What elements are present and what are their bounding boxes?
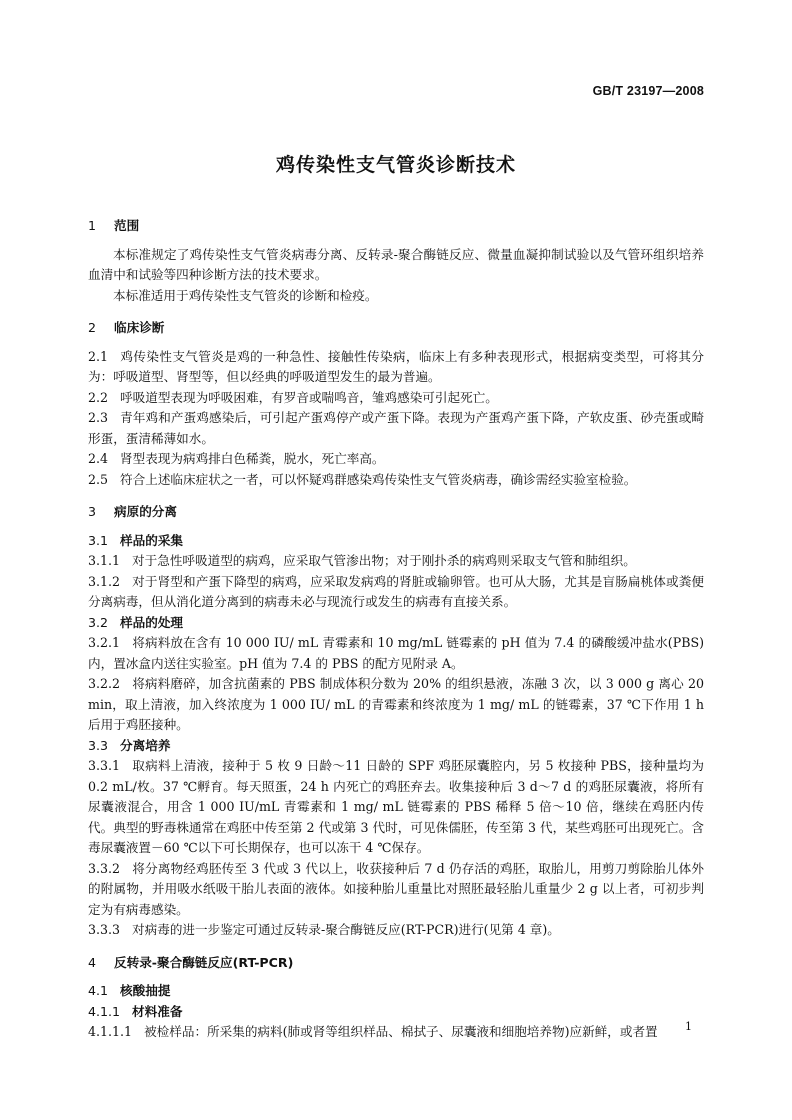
clause-2-2: 2.2 呼吸道型表现为呼吸困难，有罗音或喘鸣音，雏鸡感染可引起死亡。 xyxy=(88,389,498,405)
subsection-heading-3-2: 3.2 样品的处理 xyxy=(88,614,183,630)
subsection-heading-4-1-1: 4.1.1 材料准备 xyxy=(88,1003,183,1019)
section-heading-1: 1 范围 xyxy=(88,218,140,233)
clause-3-2-1: 3.2.1 将病料放在含有 10 000 IU/ mL 青霉素和 10 mg/mL 链霉素的 pH 值为 7.4 的磷酸缓冲盐水(PBS)内，置冰盒内送往实验室。pH 值为 7.4 的 PBS 的配方见附录 A。 xyxy=(88,635,704,671)
clause-3-2-2: 3.2.2 将病料磨碎，加含抗菌素的 PBS 制成体积分数为 20% 的组织悬液，冻融 3 次，以 3 000 g 离心 20 min，取上清液，加入终浓度为 1 000 IU/ mL 的青霉素和终浓度为 1 mg/ mL 的链霉素，37 ℃下作用 1 h 后用于鸡胚接种。 xyxy=(88,676,704,732)
page-number: 1 xyxy=(685,1020,692,1033)
document-body xyxy=(88,216,704,1043)
clause-2-4: 2.4 肾型表现为病鸡排白色稀粪，脱水，死亡率高。 xyxy=(88,451,385,466)
section-heading-3: 3 病原的分离 xyxy=(88,504,177,519)
subsection-heading-3-1: 3.1 样品的采集 xyxy=(88,532,183,548)
section-heading-2: 2 临床诊断 xyxy=(88,320,165,335)
clause-2-1: 2.1 鸡传染性支气管炎是鸡的一种急性、接触性传染病，临床上有多种表现形式，根据病变类型，可将其分为：呼吸道型、肾型等，但以经典的呼吸道型发生的最为普遍。 xyxy=(88,348,704,384)
document-title: 鸡传染性支气管炎诊断技术 xyxy=(275,154,516,176)
clause-3-1-1: 3.1.1 对于急性呼吸道型的病鸡，应采取气管渗出物；对于刚扑杀的病鸡则采取支气管和肺组织。 xyxy=(88,553,636,568)
subsection-heading-4-1: 4.1 核酸抽提 xyxy=(88,983,171,998)
clause-2-5: 2.5 符合上述临床症状之一者，可以怀疑鸡群感染鸡传染性支气管炎病毒，确诊需经实验室检验。 xyxy=(88,471,637,487)
standard-code: GB/T 23197—2008 xyxy=(592,84,704,98)
clause-3-1-2: 3.1.2 对于肾型和产蛋下降型的病鸡，应采取发病鸡的肾脏或输卵管。也可从大肠，尤其是盲肠扁桃体或粪便分离病毒，但从消化道分离到的病毒未必与现流行或发生的病毒有直接关系。 xyxy=(88,573,704,609)
clause-2-3: 2.3 青年鸡和产蛋鸡感染后，可引起产蛋鸡停产或产蛋下降。表现为产蛋鸡产蛋下降，产软皮蛋、砂壳蛋或畸形蛋，蛋清稀薄如水。 xyxy=(88,410,704,446)
clause-3-3-2: 3.3.2 将分离物经鸡胚传至 3 代或 3 代以上，收获接种后 7 d 仍存活的鸡胚，取胎儿，用剪刀剪除胎儿体外的附属物，并用吸水纸吸干胎儿表面的液体。如接种胎儿重量比对照胚最轻胎儿重量少 2 g 以上者，可初步判定为有病毒感染。 xyxy=(88,860,704,917)
clause-4-1-1-1: 4.1.1.1 被检样品：所采集的病料(肺或肾等组织样品、棉拭子、尿囊液和细胞培养物)应新鲜，或者置 xyxy=(88,1024,658,1039)
paragraph: 本标准规定了鸡传染性支气管炎病毒分离、反转录-聚合酶链反应、微量血凝抑制试验以及气管环组织培养血清中和试验等四种诊断方法的技术要求。 xyxy=(88,246,704,282)
section-heading-4: 4 反转录-聚合酶链反应(RT-PCR) xyxy=(88,954,294,970)
paragraph: 本标准适用于鸡传染性支气管炎的诊断和检疫。 xyxy=(113,287,378,303)
clause-3-3-1: 3.3.1 取病料上清液，接种于 5 枚 9 日龄～11 日龄的 SPF 鸡胚尿囊腔内，另 5 枚接种 PBS，接种量均为 0.2 mL/枚。37 ℃孵育。每天照蛋，24 h 内死亡的鸡胚弃去。收集接种后 3 d～7 d 的鸡胚尿囊液，将所有尿囊液混合，用含 1 000 IU/mL 青霉素和 1 mg/ mL 链霉素的 PBS 稀释 5 倍～10 倍，继续在鸡胚内传代。典型的野毒株通常在鸡胚中传至第 2 代或第 3 代时，可见侏儒胚，传至第 3 代，某些鸡胚可出现死亡。含毒尿囊液置－60 ℃以下可长期保存，也可以冻干 4 ℃保存。 xyxy=(88,758,704,855)
subsection-heading-3-3: 3.3 分离培养 xyxy=(88,737,171,753)
clause-3-3-3: 3.3.3 对病毒的进一步鉴定可通过反转录-聚合酶链反应(RT-PCR)进行(见第 4 章)。 xyxy=(88,922,560,937)
